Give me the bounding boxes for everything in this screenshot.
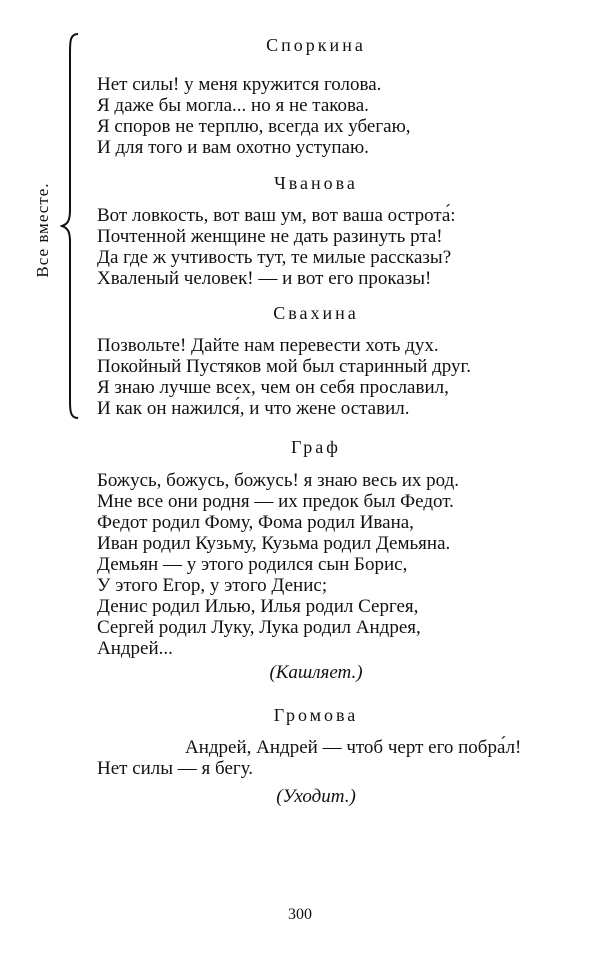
verse-line: Почтенной женщине не дать разинуть рта! [97, 226, 443, 247]
verse-line: Иван родил Кузьму, Кузьма родил Демьяна. [97, 533, 451, 554]
verse-line: Андрей, Андрей — чтоб черт его побра́л! [185, 737, 522, 758]
verse-sporkina [97, 74, 411, 158]
verse-line: Денис родил Илью, Илья родил Сергея, [97, 596, 419, 617]
verse-line: Покойный Пустяков мой был старинный друг. [97, 356, 471, 377]
verse-line: Андрей... [97, 638, 173, 659]
speaker-sporkina: Споркина [266, 35, 366, 55]
speaker-gromova: Громова [273, 705, 359, 725]
side-note [32, 180, 54, 280]
side-note-text: Все вместе. [33, 182, 52, 278]
verse-line: Божусь, божусь, божусь! я знаю весь их род. [97, 470, 460, 491]
verse-chvanova [97, 205, 456, 289]
speaker-chvanova: Чванова [274, 173, 358, 193]
stage-direction-coughs: (Кашляет.) [269, 662, 363, 683]
verse-line: Федот родил Фому, Фома родил Ивана, [97, 512, 414, 533]
stage-direction-exits: (Уходит.) [276, 786, 356, 807]
verse-line: Сергей родил Луку, Лука родил Андрея, [97, 617, 421, 638]
verse-line: Я даже бы могла... но я не такова. [97, 95, 369, 116]
verse-line: Да где ж учтивость тут, те милые рассказы? [97, 247, 452, 268]
verse-line: Демьян — у этого родился сын Борис, [97, 554, 408, 575]
verse-line: Нет силы — я бегу. [97, 758, 254, 779]
curly-brace [60, 32, 84, 420]
verse-svakhina [97, 335, 471, 419]
verse-line: Нет силы! у меня кружится голова. [97, 74, 382, 95]
verse-line: Хваленый человек! — и вот его проказы! [97, 268, 432, 289]
speaker-graf: Граф [291, 437, 341, 457]
verse-gromova [97, 737, 521, 779]
verse-line: И как он нажился́, и что жене оставил. [97, 398, 410, 419]
page-number: 300 [288, 906, 312, 923]
verse-line: Мне все они родня — их предок был Федот. [97, 491, 454, 512]
verse-line: Позвольте! Дайте нам перевести хоть дух. [97, 335, 439, 356]
verse-line: Вот ловкость, вот ваш ум, вот ваша острота́: [97, 205, 456, 226]
verse-line: И для того и вам охотно уступаю. [97, 137, 369, 158]
speaker-svakhina: Свахина [273, 303, 359, 323]
verse-line: Я знаю лучше всех, чем он себя прославил, [97, 377, 449, 398]
verse-graf [97, 470, 459, 659]
verse-line: У этого Егор, у этого Денис; [97, 575, 328, 596]
verse-line: Я споров не терплю, всегда их убегаю, [97, 116, 411, 137]
